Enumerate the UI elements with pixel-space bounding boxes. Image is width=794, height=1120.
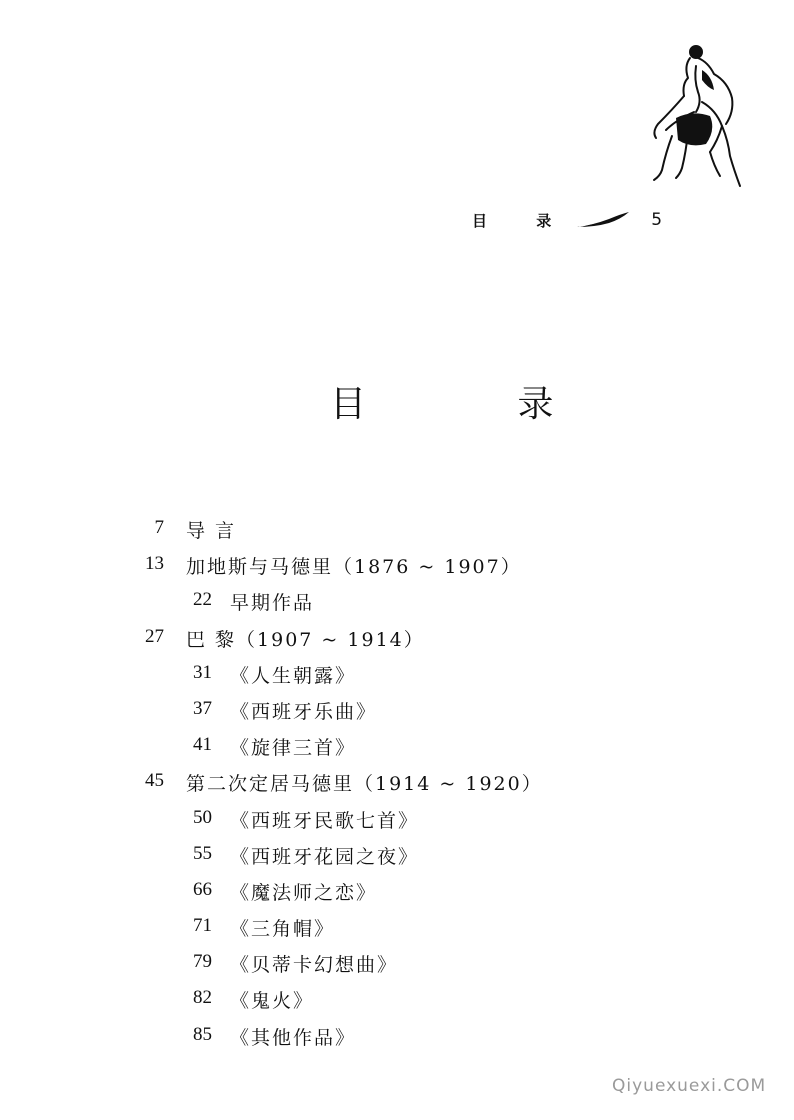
toc-entry xyxy=(0,659,794,695)
toc-entry xyxy=(0,514,794,550)
toc-entry-title: 《西班牙花园之夜》 xyxy=(230,845,420,868)
toc-entry xyxy=(0,695,794,731)
toc-entry-title: 《三角帽》 xyxy=(230,918,336,941)
toc-entry xyxy=(0,731,794,767)
toc-entry-title: 《西班牙乐曲》 xyxy=(230,700,378,723)
toc-entry-page: 85 xyxy=(193,1023,212,1045)
running-head xyxy=(472,208,662,232)
toc-entry-title: 《魔法师之恋》 xyxy=(230,881,378,904)
toc-entry-page: 22 xyxy=(193,589,212,611)
toc-entry-page: 45 xyxy=(145,770,164,792)
toc-entry xyxy=(0,876,794,912)
quill-pen-icon xyxy=(575,211,631,229)
toc-entry-page: 50 xyxy=(193,806,212,828)
toc-entry xyxy=(0,984,794,1020)
watermark: Qiyuexuexi.COM xyxy=(612,1076,767,1096)
toc-entry xyxy=(0,1021,794,1057)
toc-entry-title: 加地斯与马德里（1876 ~ 1907） xyxy=(186,556,522,579)
toc-entry xyxy=(0,804,794,840)
toc-entry-page: 79 xyxy=(193,951,212,973)
toc-entry-title: 导 言 xyxy=(186,520,237,542)
toc-entry-title: 《鬼火》 xyxy=(230,990,315,1013)
toc-entry-title: 《人生朝露》 xyxy=(230,664,357,687)
toc-entry-title: 《其他作品》 xyxy=(230,1026,357,1049)
toc-entry xyxy=(0,623,794,659)
toc-entry-page: 41 xyxy=(193,734,212,756)
toc-entry-page: 55 xyxy=(193,842,212,864)
toc-entry xyxy=(0,550,794,586)
toc-entry xyxy=(0,912,794,948)
toc-entry xyxy=(0,948,794,984)
page-number: 5 xyxy=(651,210,663,230)
seated-woman-illustration xyxy=(636,40,756,190)
toc-entry-title: 第二次定居马德里（1914 ~ 1920） xyxy=(186,773,543,796)
toc-entry-title: 《西班牙民歌七首》 xyxy=(230,809,420,832)
toc-entry-title: 《贝蒂卡幻想曲》 xyxy=(230,954,399,977)
toc-entry-title: 《旋律三首》 xyxy=(230,737,357,760)
toc-entry-page: 37 xyxy=(193,697,212,719)
toc-entry-title: 早期作品 xyxy=(230,592,315,615)
toc-entry-page: 7 xyxy=(154,517,164,538)
toc-entry xyxy=(0,767,794,803)
toc-entry-page: 27 xyxy=(145,625,164,647)
toc-entry-page: 82 xyxy=(193,987,212,1009)
running-head-title: 目 录 xyxy=(472,211,574,230)
toc-entry-title: 巴 黎（1907 ~ 1914） xyxy=(186,628,425,651)
toc-entry-page: 13 xyxy=(145,553,164,575)
toc-entry-page: 31 xyxy=(193,661,212,683)
toc-entry-page: 66 xyxy=(193,878,212,900)
toc-entry xyxy=(0,586,794,622)
toc-entry xyxy=(0,840,794,876)
table-of-contents xyxy=(0,514,794,1057)
toc-entry-page: 71 xyxy=(193,915,212,937)
page-title: 目 录 xyxy=(330,384,624,425)
